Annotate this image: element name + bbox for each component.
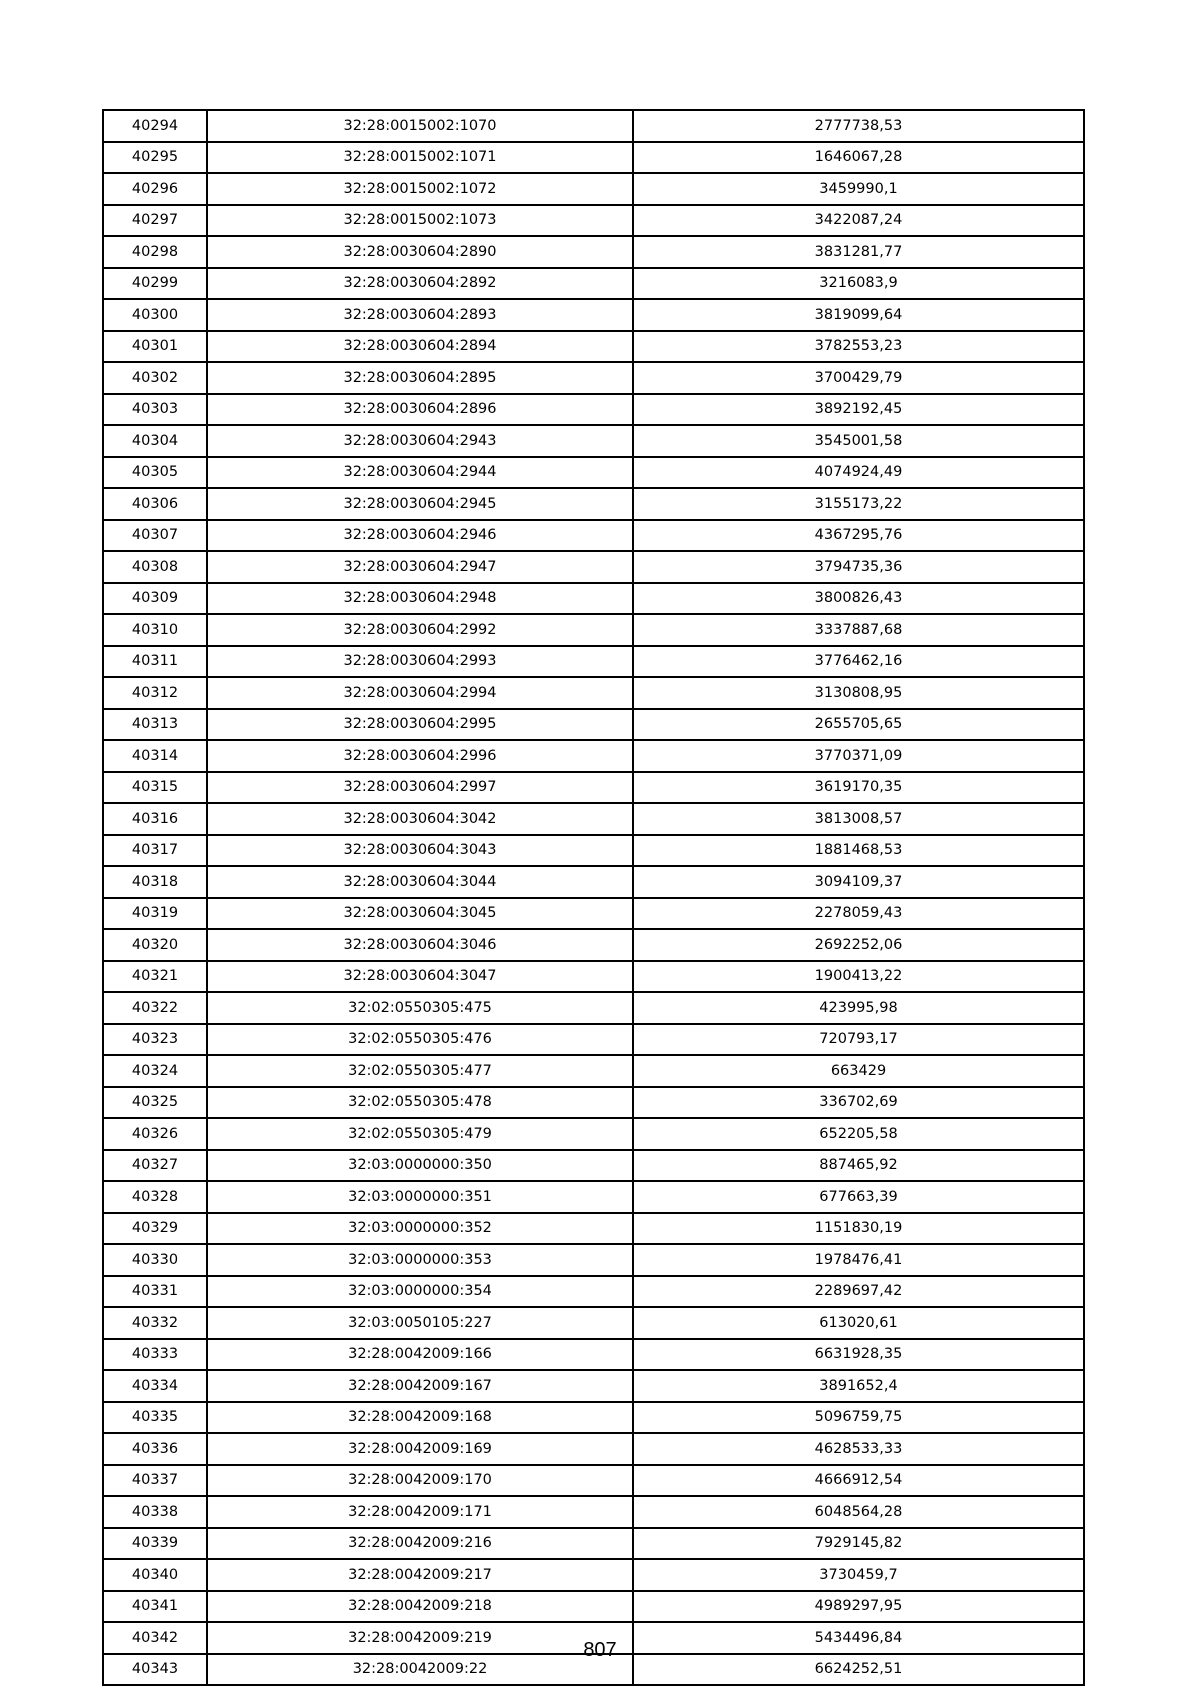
cadastral-number-cell: 32:03:0000000:353 bbox=[207, 1244, 633, 1276]
row-number-cell: 40319 bbox=[103, 898, 207, 930]
table-row bbox=[103, 1087, 1084, 1119]
cadastral-number-cell: 32:03:0000000:350 bbox=[207, 1150, 633, 1182]
cadastral-number-cell: 32:28:0015002:1070 bbox=[207, 110, 633, 142]
cadastral-number-cell: 32:28:0042009:218 bbox=[207, 1591, 633, 1623]
value-cell: 4628533,33 bbox=[633, 1433, 1084, 1465]
cadastral-number-cell: 32:02:0550305:478 bbox=[207, 1087, 633, 1119]
cadastral-number-cell: 32:02:0550305:475 bbox=[207, 992, 633, 1024]
cadastral-number-cell: 32:28:0030604:2944 bbox=[207, 457, 633, 489]
value-cell: 1900413,22 bbox=[633, 961, 1084, 993]
row-number-cell: 40341 bbox=[103, 1591, 207, 1623]
cadastral-number-cell: 32:28:0030604:2945 bbox=[207, 488, 633, 520]
table-row bbox=[103, 709, 1084, 741]
row-number-cell: 40332 bbox=[103, 1307, 207, 1339]
cadastral-number-cell: 32:28:0030604:2892 bbox=[207, 268, 633, 300]
row-number-cell: 40304 bbox=[103, 425, 207, 457]
row-number-cell: 40315 bbox=[103, 772, 207, 804]
table-row bbox=[103, 1433, 1084, 1465]
row-number-cell: 40317 bbox=[103, 835, 207, 867]
row-number-cell: 40322 bbox=[103, 992, 207, 1024]
value-cell: 3794735,36 bbox=[633, 551, 1084, 583]
value-cell: 4989297,95 bbox=[633, 1591, 1084, 1623]
table-row bbox=[103, 1213, 1084, 1245]
value-cell: 720793,17 bbox=[633, 1024, 1084, 1056]
value-cell: 4367295,76 bbox=[633, 520, 1084, 552]
row-number-cell: 40318 bbox=[103, 866, 207, 898]
table-row bbox=[103, 1402, 1084, 1434]
row-number-cell: 40310 bbox=[103, 614, 207, 646]
value-cell: 3831281,77 bbox=[633, 236, 1084, 268]
cadastral-number-cell: 32:28:0015002:1071 bbox=[207, 142, 633, 174]
row-number-cell: 40328 bbox=[103, 1181, 207, 1213]
cadastral-number-cell: 32:28:0030604:3042 bbox=[207, 803, 633, 835]
row-number-cell: 40321 bbox=[103, 961, 207, 993]
value-cell: 5434496,84 bbox=[633, 1622, 1084, 1654]
table-row bbox=[103, 394, 1084, 426]
table-row bbox=[103, 268, 1084, 300]
table-row bbox=[103, 488, 1084, 520]
table-row bbox=[103, 677, 1084, 709]
cadastral-number-cell: 32:03:0000000:351 bbox=[207, 1181, 633, 1213]
value-cell: 336702,69 bbox=[633, 1087, 1084, 1119]
table-row bbox=[103, 866, 1084, 898]
cadastral-number-cell: 32:28:0015002:1072 bbox=[207, 173, 633, 205]
table-row bbox=[103, 1370, 1084, 1402]
row-number-cell: 40337 bbox=[103, 1465, 207, 1497]
cadastral-number-cell: 32:28:0030604:2893 bbox=[207, 299, 633, 331]
value-cell: 3782553,23 bbox=[633, 331, 1084, 363]
row-number-cell: 40333 bbox=[103, 1339, 207, 1371]
cadastral-number-cell: 32:03:0050105:227 bbox=[207, 1307, 633, 1339]
value-cell: 3813008,57 bbox=[633, 803, 1084, 835]
value-cell: 3459990,1 bbox=[633, 173, 1084, 205]
value-cell: 4074924,49 bbox=[633, 457, 1084, 489]
row-number-cell: 40295 bbox=[103, 142, 207, 174]
row-number-cell: 40297 bbox=[103, 205, 207, 237]
value-cell: 5096759,75 bbox=[633, 1402, 1084, 1434]
value-cell: 423995,98 bbox=[633, 992, 1084, 1024]
cadastral-number-cell: 32:28:0030604:3044 bbox=[207, 866, 633, 898]
table-row bbox=[103, 110, 1084, 142]
value-cell: 3776462,16 bbox=[633, 646, 1084, 678]
table-row bbox=[103, 551, 1084, 583]
row-number-cell: 40340 bbox=[103, 1559, 207, 1591]
value-cell: 1646067,28 bbox=[633, 142, 1084, 174]
cadastral-number-cell: 32:28:0030604:3046 bbox=[207, 929, 633, 961]
table-row bbox=[103, 929, 1084, 961]
row-number-cell: 40314 bbox=[103, 740, 207, 772]
table-row bbox=[103, 1150, 1084, 1182]
table-row bbox=[103, 173, 1084, 205]
table-row bbox=[103, 898, 1084, 930]
row-number-cell: 40331 bbox=[103, 1276, 207, 1308]
value-cell: 887465,92 bbox=[633, 1150, 1084, 1182]
table-row bbox=[103, 520, 1084, 552]
table-row bbox=[103, 205, 1084, 237]
table-row bbox=[103, 425, 1084, 457]
table-row bbox=[103, 1339, 1084, 1371]
value-cell: 613020,61 bbox=[633, 1307, 1084, 1339]
cadastral-number-cell: 32:28:0030604:2894 bbox=[207, 331, 633, 363]
cadastral-number-cell: 32:28:0030604:3047 bbox=[207, 961, 633, 993]
value-cell: 6631928,35 bbox=[633, 1339, 1084, 1371]
cadastral-number-cell: 32:02:0550305:479 bbox=[207, 1118, 633, 1150]
table-row bbox=[103, 1559, 1084, 1591]
cadastral-number-cell: 32:28:0015002:1073 bbox=[207, 205, 633, 237]
row-number-cell: 40335 bbox=[103, 1402, 207, 1434]
cadastral-number-cell: 32:28:0030604:2996 bbox=[207, 740, 633, 772]
row-number-cell: 40296 bbox=[103, 173, 207, 205]
value-cell: 3891652,4 bbox=[633, 1370, 1084, 1402]
value-cell: 6048564,28 bbox=[633, 1496, 1084, 1528]
value-cell: 2777738,53 bbox=[633, 110, 1084, 142]
table-row bbox=[103, 1496, 1084, 1528]
table-row bbox=[103, 583, 1084, 615]
cadastral-number-cell: 32:28:0030604:2992 bbox=[207, 614, 633, 646]
data-table bbox=[102, 109, 1085, 1686]
table-row bbox=[103, 803, 1084, 835]
table-row bbox=[103, 961, 1084, 993]
cadastral-number-cell: 32:28:0030604:2948 bbox=[207, 583, 633, 615]
row-number-cell: 40316 bbox=[103, 803, 207, 835]
value-cell: 1151830,19 bbox=[633, 1213, 1084, 1245]
value-cell: 4666912,54 bbox=[633, 1465, 1084, 1497]
row-number-cell: 40336 bbox=[103, 1433, 207, 1465]
row-number-cell: 40327 bbox=[103, 1150, 207, 1182]
cadastral-number-cell: 32:28:0030604:2890 bbox=[207, 236, 633, 268]
cadastral-number-cell: 32:28:0030604:2943 bbox=[207, 425, 633, 457]
row-number-cell: 40305 bbox=[103, 457, 207, 489]
cadastral-number-cell: 32:28:0030604:3043 bbox=[207, 835, 633, 867]
value-cell: 3216083,9 bbox=[633, 268, 1084, 300]
table-row bbox=[103, 1024, 1084, 1056]
value-cell: 1978476,41 bbox=[633, 1244, 1084, 1276]
cadastral-number-cell: 32:28:0042009:168 bbox=[207, 1402, 633, 1434]
row-number-cell: 40313 bbox=[103, 709, 207, 741]
row-number-cell: 40301 bbox=[103, 331, 207, 363]
value-cell: 3130808,95 bbox=[633, 677, 1084, 709]
row-number-cell: 40312 bbox=[103, 677, 207, 709]
page-number: 807 bbox=[583, 1639, 617, 1661]
cadastral-number-cell: 32:28:0030604:2994 bbox=[207, 677, 633, 709]
table-row bbox=[103, 1118, 1084, 1150]
value-cell: 3619170,35 bbox=[633, 772, 1084, 804]
cadastral-number-cell: 32:28:0042009:219 bbox=[207, 1622, 633, 1654]
table-row bbox=[103, 142, 1084, 174]
cadastral-number-cell: 32:28:0042009:166 bbox=[207, 1339, 633, 1371]
value-cell: 677663,39 bbox=[633, 1181, 1084, 1213]
value-cell: 2692252,06 bbox=[633, 929, 1084, 961]
cadastral-number-cell: 32:28:0030604:2896 bbox=[207, 394, 633, 426]
cadastral-number-cell: 32:02:0550305:477 bbox=[207, 1055, 633, 1087]
value-cell: 2278059,43 bbox=[633, 898, 1084, 930]
row-number-cell: 40294 bbox=[103, 110, 207, 142]
cadastral-number-cell: 32:28:0042009:170 bbox=[207, 1465, 633, 1497]
cadastral-number-cell: 32:28:0042009:167 bbox=[207, 1370, 633, 1402]
cadastral-number-cell: 32:28:0030604:2946 bbox=[207, 520, 633, 552]
value-cell: 2655705,65 bbox=[633, 709, 1084, 741]
value-cell: 7929145,82 bbox=[633, 1528, 1084, 1560]
cadastral-number-cell: 32:03:0000000:352 bbox=[207, 1213, 633, 1245]
table-row bbox=[103, 646, 1084, 678]
row-number-cell: 40334 bbox=[103, 1370, 207, 1402]
cadastral-number-cell: 32:28:0042009:216 bbox=[207, 1528, 633, 1560]
value-cell: 3819099,64 bbox=[633, 299, 1084, 331]
row-number-cell: 40309 bbox=[103, 583, 207, 615]
cadastral-number-cell: 32:03:0000000:354 bbox=[207, 1276, 633, 1308]
table-row bbox=[103, 1465, 1084, 1497]
value-cell: 3155173,22 bbox=[633, 488, 1084, 520]
table-row bbox=[103, 1244, 1084, 1276]
value-cell: 3892192,45 bbox=[633, 394, 1084, 426]
table-row bbox=[103, 1055, 1084, 1087]
row-number-cell: 40339 bbox=[103, 1528, 207, 1560]
table-row bbox=[103, 1528, 1084, 1560]
value-cell: 3800826,43 bbox=[633, 583, 1084, 615]
value-cell: 6624252,51 bbox=[633, 1654, 1084, 1686]
table-row bbox=[103, 992, 1084, 1024]
value-cell: 652205,58 bbox=[633, 1118, 1084, 1150]
row-number-cell: 40302 bbox=[103, 362, 207, 394]
row-number-cell: 40311 bbox=[103, 646, 207, 678]
row-number-cell: 40330 bbox=[103, 1244, 207, 1276]
cadastral-number-cell: 32:28:0030604:2895 bbox=[207, 362, 633, 394]
table-row bbox=[103, 457, 1084, 489]
cadastral-number-cell: 32:28:0030604:2947 bbox=[207, 551, 633, 583]
cadastral-number-cell: 32:28:0042009:171 bbox=[207, 1496, 633, 1528]
value-cell: 3545001,58 bbox=[633, 425, 1084, 457]
table-row bbox=[103, 835, 1084, 867]
row-number-cell: 40307 bbox=[103, 520, 207, 552]
cadastral-number-cell: 32:28:0030604:2997 bbox=[207, 772, 633, 804]
table-row bbox=[103, 1307, 1084, 1339]
cadastral-number-cell: 32:28:0030604:3045 bbox=[207, 898, 633, 930]
row-number-cell: 40306 bbox=[103, 488, 207, 520]
table-row bbox=[103, 614, 1084, 646]
row-number-cell: 40338 bbox=[103, 1496, 207, 1528]
cadastral-number-cell: 32:28:0042009:22 bbox=[207, 1654, 633, 1686]
row-number-cell: 40343 bbox=[103, 1654, 207, 1686]
row-number-cell: 40298 bbox=[103, 236, 207, 268]
table-row bbox=[103, 236, 1084, 268]
cadastral-number-cell: 32:28:0030604:2995 bbox=[207, 709, 633, 741]
row-number-cell: 40308 bbox=[103, 551, 207, 583]
table-row bbox=[103, 331, 1084, 363]
row-number-cell: 40320 bbox=[103, 929, 207, 961]
value-cell: 3700429,79 bbox=[633, 362, 1084, 394]
value-cell: 663429 bbox=[633, 1055, 1084, 1087]
table-row bbox=[103, 1591, 1084, 1623]
row-number-cell: 40326 bbox=[103, 1118, 207, 1150]
row-number-cell: 40299 bbox=[103, 268, 207, 300]
table-row bbox=[103, 772, 1084, 804]
table-row bbox=[103, 299, 1084, 331]
row-number-cell: 40325 bbox=[103, 1087, 207, 1119]
value-cell: 3337887,68 bbox=[633, 614, 1084, 646]
row-number-cell: 40300 bbox=[103, 299, 207, 331]
value-cell: 3730459,7 bbox=[633, 1559, 1084, 1591]
value-cell: 3094109,37 bbox=[633, 866, 1084, 898]
cadastral-number-cell: 32:28:0042009:169 bbox=[207, 1433, 633, 1465]
table-body bbox=[103, 110, 1084, 1685]
value-cell: 2289697,42 bbox=[633, 1276, 1084, 1308]
table-row bbox=[103, 1181, 1084, 1213]
cadastral-number-cell: 32:28:0042009:217 bbox=[207, 1559, 633, 1591]
table-row bbox=[103, 1276, 1084, 1308]
row-number-cell: 40329 bbox=[103, 1213, 207, 1245]
row-number-cell: 40303 bbox=[103, 394, 207, 426]
table-row bbox=[103, 740, 1084, 772]
value-cell: 3422087,24 bbox=[633, 205, 1084, 237]
value-cell: 1881468,53 bbox=[633, 835, 1084, 867]
cadastral-number-cell: 32:02:0550305:476 bbox=[207, 1024, 633, 1056]
row-number-cell: 40323 bbox=[103, 1024, 207, 1056]
value-cell: 3770371,09 bbox=[633, 740, 1084, 772]
cadastral-number-cell: 32:28:0030604:2993 bbox=[207, 646, 633, 678]
table-row bbox=[103, 362, 1084, 394]
row-number-cell: 40342 bbox=[103, 1622, 207, 1654]
row-number-cell: 40324 bbox=[103, 1055, 207, 1087]
